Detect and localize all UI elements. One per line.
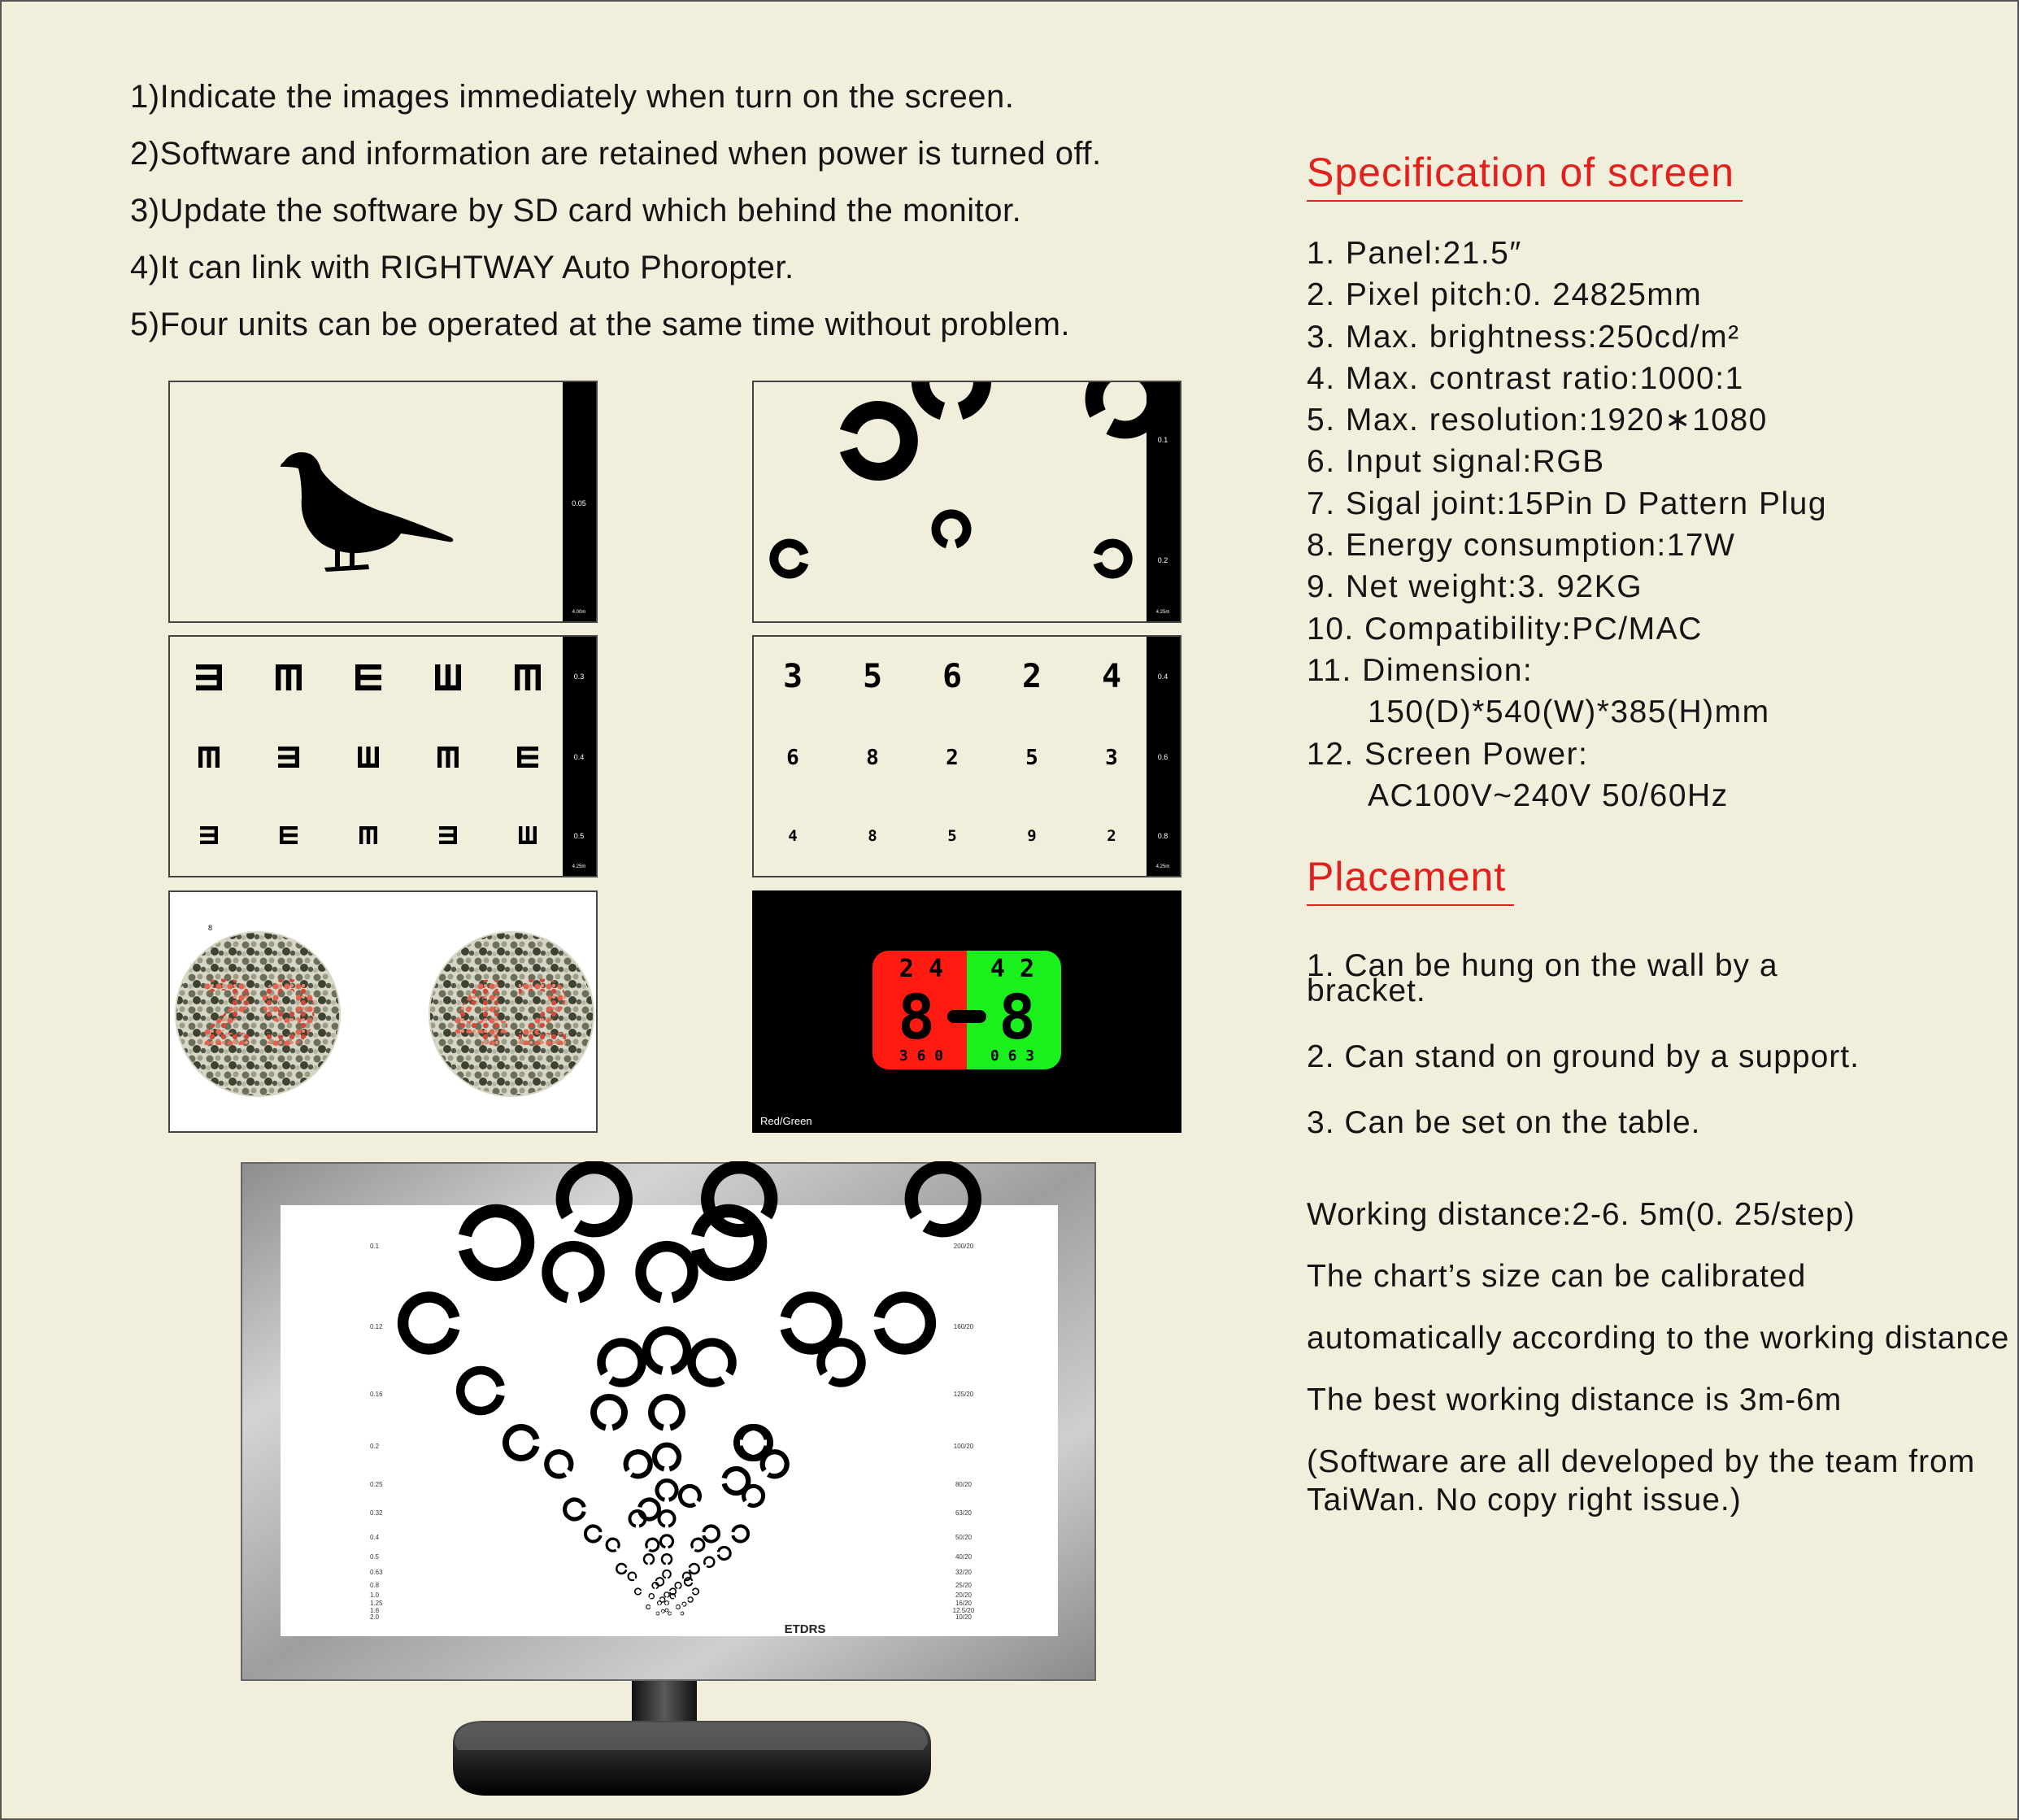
- side-value: 0.4: [573, 753, 585, 761]
- acuity-decimal: 1.25: [370, 1600, 383, 1607]
- note-text: The chart’s size can be calibrated: [1307, 1259, 1807, 1294]
- side-value: 0.6: [1157, 753, 1168, 761]
- spec-item: 12. Screen Power:: [1307, 736, 1589, 772]
- rg-center-bar: [947, 1010, 986, 1023]
- tumbling-e-icon: [276, 664, 302, 690]
- tumbling-e-icon: [515, 664, 541, 690]
- optotype-number: 2: [1107, 827, 1116, 845]
- acuity-decimal: 0.2: [370, 1443, 380, 1450]
- optotype-number: 5: [862, 658, 883, 695]
- tumbling-e-chart-thumbnail: [168, 635, 598, 877]
- acuity-snellen: 12.5/20: [952, 1607, 975, 1614]
- ishihara-plate: [175, 931, 341, 1097]
- side-distance: 4.00m: [572, 610, 586, 615]
- hidden-number: 29: [195, 962, 320, 1066]
- rg-number: 8: [999, 981, 1036, 1053]
- acuity-decimal: 0.32: [370, 1509, 383, 1517]
- tumbling-e-icon: [519, 826, 537, 844]
- optotype-number: 8: [866, 746, 879, 770]
- spec-item: 4. Max. contrast ratio:1000:1: [1307, 360, 1744, 396]
- acuity-decimal: 0.4: [370, 1534, 380, 1541]
- optotype-number: 2: [946, 746, 959, 770]
- placement-item: 1. Can be hung on the wall by a bracket.: [1307, 948, 1778, 1008]
- note-text: automatically according to the working distance: [1307, 1321, 2010, 1356]
- plate-marker: 8: [208, 924, 213, 932]
- spec-item: 9. Net weight:3. 92KG: [1307, 569, 1643, 605]
- side-value: 0.05: [572, 499, 586, 507]
- acuity-snellen: 40/20: [955, 1553, 973, 1561]
- tumbling-e-icon: [437, 747, 459, 768]
- feature-item: 4)It can link with RIGHTWAY Auto Phoropter.: [130, 250, 794, 285]
- feature-item: 2)Software and information are retained when power is turned off.: [130, 136, 1102, 172]
- tumbling-e-icon: [359, 826, 377, 844]
- tumbling-e-icon: [280, 826, 298, 844]
- tumbling-e-icon: [517, 747, 538, 768]
- spec-item: 10. Compatibility:PC/MAC: [1307, 611, 1703, 647]
- side-value: 0.4: [1157, 673, 1168, 681]
- acuity-decimal: 0.8: [370, 1582, 380, 1589]
- acuity-snellen: 63/20: [955, 1509, 973, 1517]
- chart-label: ETDRS: [784, 1622, 826, 1636]
- side-value: 0.2: [1157, 556, 1168, 564]
- feature-item: 1)Indicate the images immediately when turn on the screen.: [130, 79, 1015, 115]
- side-distance: 4.25m: [1155, 610, 1170, 615]
- number-chart-thumbnail: [752, 635, 1181, 877]
- side-value: 0.8: [1157, 832, 1168, 840]
- tumbling-e-icon: [278, 747, 299, 768]
- spec-item: 2. Pixel pitch:0. 24825mm: [1307, 277, 1703, 313]
- feature-item: 3)Update the software by SD card which behind the monitor.: [130, 193, 1022, 229]
- acuity-snellen: 20/20: [955, 1591, 973, 1599]
- acuity-snellen: 125/20: [953, 1391, 974, 1398]
- rg-number: 2 4: [899, 955, 944, 983]
- acuity-snellen: 160/20: [953, 1323, 974, 1330]
- spec-item: 7. Sigal joint:15Pin D Pattern Plug: [1307, 485, 1828, 521]
- ishihara-plate: [429, 931, 594, 1097]
- side-value: 0.5: [573, 832, 585, 840]
- feature-list: [130, 68, 1268, 353]
- tumbling-e-icon: [355, 664, 381, 690]
- monitor-illustration: [240, 1161, 1102, 1797]
- rg-caption: Red/Green: [760, 1115, 812, 1127]
- feature-item: 5)Four units can be operated at the same time without problem.: [130, 307, 1071, 342]
- acuity-snellen: 80/20: [955, 1481, 973, 1488]
- acuity-decimal: 1.0: [370, 1591, 380, 1599]
- side-distance: 4.25m: [572, 864, 586, 869]
- bird-chart-thumbnail: [168, 381, 598, 623]
- optotype-number: 5: [947, 827, 957, 845]
- tumbling-e-icon: [196, 664, 222, 690]
- spec-list: [1307, 233, 1998, 816]
- acuity-snellen: 25/20: [955, 1582, 973, 1589]
- spec-item: 6. Input signal:RGB: [1307, 444, 1605, 480]
- acuity-decimal: 0.12: [370, 1323, 383, 1330]
- note-text: The best working distance is 3m-6m: [1307, 1382, 1843, 1417]
- placement-list: [1307, 948, 2019, 1140]
- hidden-number: 42: [449, 962, 574, 1066]
- tumbling-e-icon: [198, 747, 220, 768]
- side-distance: 4.25m: [1155, 864, 1170, 869]
- spec-item: 11. Dimension:: [1307, 652, 1534, 688]
- spec-title: Specification of screen: [1307, 146, 1743, 202]
- acuity-snellen: 32/20: [955, 1569, 973, 1576]
- rg-number: 4 2: [990, 955, 1035, 983]
- spec-item: AC100V~240V 50/60Hz: [1368, 777, 1729, 813]
- optotype-number: 8: [868, 827, 877, 845]
- rg-number: 0 6 3: [990, 1047, 1035, 1065]
- acuity-decimal: 0.63: [370, 1569, 383, 1576]
- tumbling-e-icon: [200, 826, 218, 844]
- monitor-neck: [632, 1675, 697, 1721]
- spec-item: 150(D)*540(W)*385(H)mm: [1368, 694, 1770, 730]
- optotype-number: 4: [1101, 658, 1122, 695]
- acuity-decimal: 0.16: [370, 1391, 383, 1398]
- rg-number: 3 6 0: [899, 1047, 944, 1065]
- optotype-number: 2: [1021, 658, 1042, 695]
- tumbling-e-icon: [358, 747, 379, 768]
- optotype-number: 3: [782, 658, 803, 695]
- spec-item: 8. Energy consumption:17W: [1307, 528, 1736, 564]
- acuity-decimal: 0.1: [370, 1243, 380, 1250]
- optotype-number: 4: [788, 827, 798, 845]
- acuity-snellen: 16/20: [955, 1600, 973, 1607]
- working-distance-notes: [1307, 1195, 2019, 1543]
- optotype-number: 6: [786, 746, 799, 770]
- optotype-number: 9: [1027, 827, 1037, 845]
- acuity-decimal: 1.6: [370, 1607, 380, 1614]
- optotype-number: 5: [1025, 746, 1038, 770]
- acuity-snellen: 10/20: [955, 1613, 973, 1621]
- placement-section: [1307, 851, 2019, 1176]
- acuity-decimal: 0.5: [370, 1553, 380, 1561]
- landolt-chart-thumbnail: [752, 381, 1181, 623]
- color-vision-thumbnail: [168, 890, 598, 1133]
- spec-item: 1. Panel:21.5″: [1307, 236, 1522, 271]
- spec-item: 3. Max. brightness:250cd/m²: [1307, 319, 1740, 355]
- note-text: Working distance:2-6. 5m(0. 25/step): [1307, 1197, 1856, 1232]
- acuity-snellen: 100/20: [953, 1443, 974, 1450]
- tumbling-e-icon: [439, 826, 457, 844]
- red-green-thumbnail: [752, 890, 1181, 1133]
- placement-title: Placement: [1307, 851, 1514, 906]
- tumbling-e-icon: [435, 664, 461, 690]
- side-value: 0.3: [573, 673, 585, 681]
- acuity-snellen: 200/20: [953, 1243, 974, 1250]
- placement-item: 2. Can stand on ground by a support.: [1307, 1039, 1860, 1074]
- rg-number: 8: [898, 981, 935, 1053]
- acuity-decimal: 0.25: [370, 1481, 383, 1488]
- acuity-snellen: 50/20: [955, 1534, 973, 1541]
- optotype-number: 3: [1105, 746, 1118, 770]
- placement-item: 3. Can be set on the table.: [1307, 1105, 1701, 1140]
- note-text: (Software are all developed by the team from TaiWan. No copy right issue.): [1307, 1444, 1976, 1517]
- optotype-number: 6: [942, 658, 963, 695]
- acuity-decimal: 2.0: [370, 1613, 380, 1621]
- specification-section: [1307, 146, 1998, 816]
- side-value: 0.1: [1157, 436, 1168, 444]
- spec-item: 5. Max. resolution:1920∗1080: [1307, 403, 1768, 438]
